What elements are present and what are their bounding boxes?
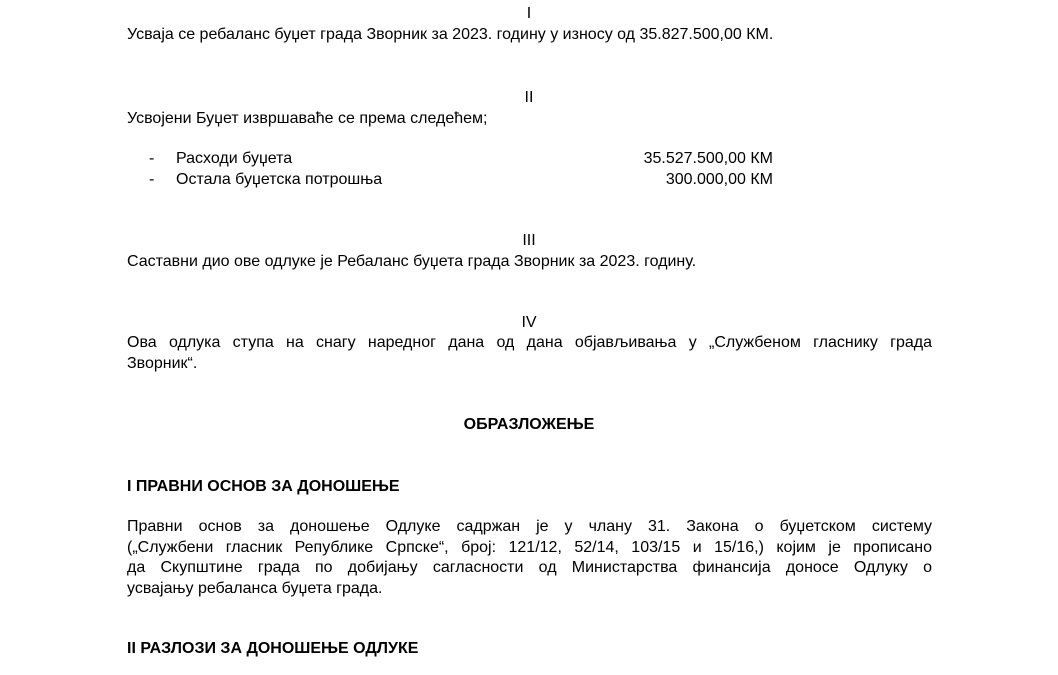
- budget-item-amount: 35.527.500,00 КМ: [643, 150, 773, 167]
- section-i-text: Усваја се ребаланс буџет града Зворник за 2023. годину у износу од 35.827.500,00 КМ.: [127, 26, 774, 43]
- list-dash: -: [149, 171, 155, 188]
- section-iv-line: Ова одлука ступа на снагу наредног дана од дана објављивања у „Службеном гласнику града: [127, 334, 932, 351]
- legal-basis-paragraph: [127, 517, 932, 599]
- heading-reasons: II РАЗЛОЗИ ЗА ДОНОШЕЊЕ ОДЛУКЕ: [127, 640, 419, 657]
- section-numeral-iv: IV: [521, 314, 537, 331]
- section-ii-text: Усвојени Буџет извршаваће се према следећем;: [127, 110, 488, 127]
- section-numeral-ii: II: [524, 89, 534, 106]
- paragraph-line: да Скупштине града по добијању сагласности од Министарства финансија доносе Одлуку о: [127, 559, 932, 576]
- budget-item-label: Остала буџетска потрошња: [176, 171, 383, 188]
- heading-legal-basis: I ПРАВНИ ОСНОВ ЗА ДОНОШЕЊЕ: [127, 478, 400, 495]
- section-iii-text: Саставни дио ове одлуке је Ребаланс буџета града Зворник за 2023. годину.: [127, 253, 697, 270]
- paragraph-line: Правни основ за доношење Одлуке садржан је у члану 31. Закона о буџетском систему: [127, 518, 932, 535]
- section-iv-text: [127, 333, 932, 374]
- budget-item-label: Расходи буџета: [176, 150, 293, 167]
- explanation-title: ОБРАЗЛОЖЕЊЕ: [463, 416, 595, 433]
- list-dash: -: [149, 150, 155, 167]
- paragraph-line: („Службени гласник Републике Српске“, број: 121/12, 52/14, 103/15 и 15/16,) којим је прописано: [127, 538, 932, 556]
- paragraph-line: усвајању ребаланса буџета града.: [127, 579, 383, 597]
- section-iv-line: Зворник“.: [127, 354, 198, 372]
- budget-item-amount: 300.000,00 КМ: [665, 171, 773, 188]
- section-numeral-i: I: [526, 5, 532, 22]
- section-numeral-iii: III: [522, 232, 536, 249]
